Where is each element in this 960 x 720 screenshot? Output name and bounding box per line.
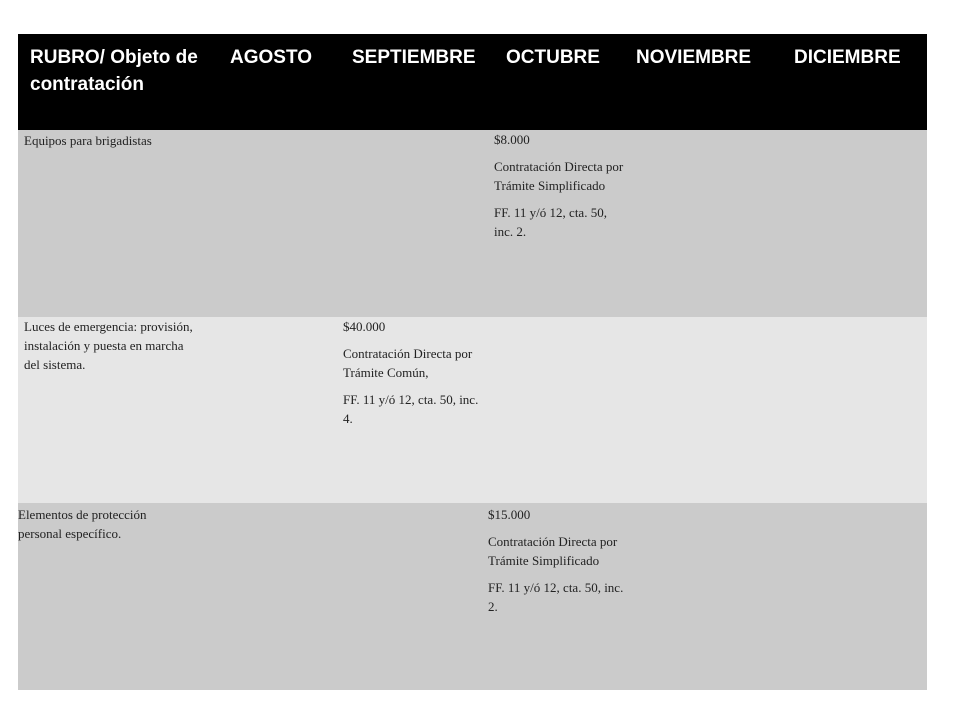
header-agosto: AGOSTO bbox=[230, 47, 312, 68]
table-row bbox=[18, 503, 927, 690]
header-diciembre: DICIEMBRE bbox=[794, 47, 901, 68]
row-label: Luces de emergencia: provisión, instalación y puesta en marcha del sistema. bbox=[24, 319, 193, 372]
row-funding: FF. 11 y/ó 12, cta. 50, inc. 2. bbox=[488, 580, 624, 614]
row-label: Elementos de protección personal específico. bbox=[18, 507, 147, 541]
row-detail-septiembre bbox=[343, 317, 488, 428]
row-amount: $15.000 bbox=[488, 507, 531, 522]
header-rubro: RUBRO/ Objeto de contratación bbox=[30, 47, 198, 95]
table-header bbox=[18, 34, 927, 130]
procurement-table bbox=[18, 34, 927, 690]
header-septiembre: SEPTIEMBRE bbox=[352, 47, 476, 68]
row-label: Equipos para brigadistas bbox=[24, 133, 152, 148]
table-row bbox=[18, 130, 927, 317]
header-octubre: OCTUBRE bbox=[506, 47, 600, 68]
row-detail-octubre bbox=[488, 505, 628, 616]
row-amount: $40.000 bbox=[343, 319, 386, 334]
row-detail-octubre bbox=[494, 130, 624, 241]
row-funding: FF. 11 y/ó 12, cta. 50, inc. 4. bbox=[343, 392, 479, 426]
row-amount: $8.000 bbox=[494, 132, 530, 147]
row-method: Contratación Directa por Trámite Simplificado bbox=[488, 534, 618, 568]
row-funding: FF. 11 y/ó 12, cta. 50, inc. 2. bbox=[494, 205, 607, 239]
row-method: Contratación Directa por Trámite Común, bbox=[343, 346, 473, 380]
table-row bbox=[18, 317, 927, 503]
header-noviembre: NOVIEMBRE bbox=[636, 47, 752, 68]
row-method: Contratación Directa por Trámite Simplificado bbox=[494, 159, 624, 193]
